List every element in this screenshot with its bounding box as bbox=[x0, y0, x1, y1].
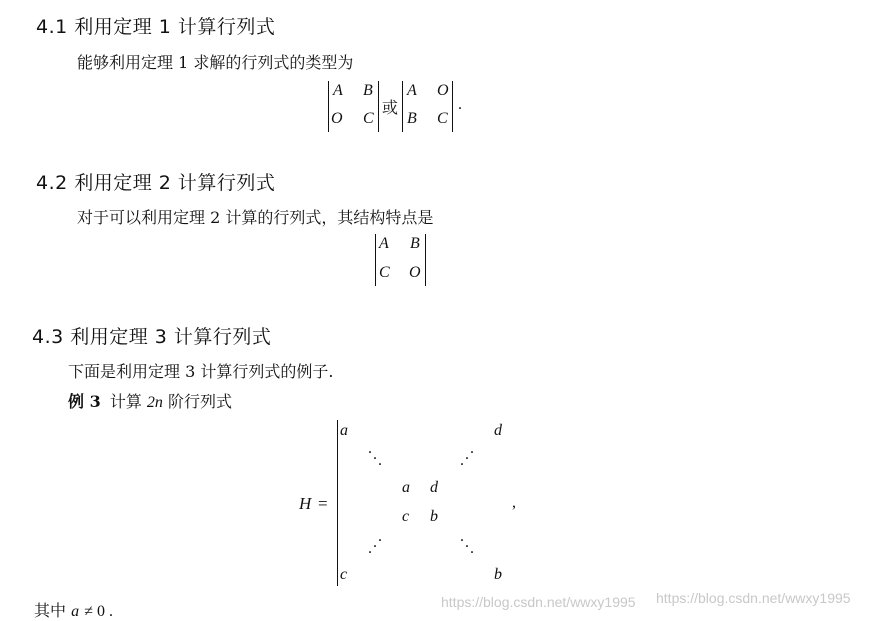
det-bar-left bbox=[402, 81, 403, 132]
equals-sign: = bbox=[318, 494, 328, 513]
example-text-pre: 计算 bbox=[109, 392, 142, 411]
entry-top-right: d bbox=[494, 422, 502, 439]
adots-top-right: . bbox=[465, 446, 469, 463]
example-line bbox=[68, 389, 232, 412]
entry-center-c: c bbox=[402, 508, 410, 525]
trailing-comma: , bbox=[512, 494, 516, 511]
section-heading-4-1: 4.1 利用定理 1 计算行列式 bbox=[36, 16, 276, 38]
entry-bottom-right: b bbox=[494, 566, 502, 583]
or-text: 或 bbox=[382, 98, 399, 117]
det-bar-right bbox=[452, 81, 453, 132]
watermark-text: https://blog.csdn.net/wwxy1995 bbox=[656, 590, 851, 606]
ddots-top-left: . bbox=[373, 446, 377, 463]
det-bar-right bbox=[425, 234, 426, 286]
entry-bottom-left: c bbox=[340, 566, 348, 583]
adots-top-right: . bbox=[470, 440, 474, 457]
det-entry: B bbox=[410, 235, 420, 252]
det-entry: A bbox=[333, 82, 343, 99]
det-entry: C bbox=[363, 110, 374, 127]
det-entry: O bbox=[437, 82, 449, 99]
det-entry: A bbox=[407, 82, 417, 99]
condition-rest: ≠ 0 . bbox=[84, 603, 113, 620]
entry-center-b: b bbox=[430, 508, 438, 525]
entry-center-a: a bbox=[402, 479, 410, 496]
section-4-2-text: 对于可以利用定理 2 计算的行列式，其结构特点是 bbox=[77, 208, 434, 227]
det-entry: B bbox=[407, 110, 417, 127]
det-entry: A bbox=[379, 235, 389, 252]
adots-bottom-left: . bbox=[373, 534, 377, 551]
period: . bbox=[458, 96, 462, 113]
det-bar-left bbox=[375, 234, 376, 286]
det-bar-right bbox=[378, 81, 379, 132]
matrix-name: H bbox=[299, 494, 312, 513]
watermark-text: https://blog.csdn.net/wwxy1995 bbox=[441, 594, 636, 610]
section-heading-4-3: 4.3 利用定理 3 计算行列式 bbox=[32, 326, 272, 348]
adots-bottom-left: . bbox=[368, 540, 372, 557]
ddots-top-left: . bbox=[378, 452, 382, 469]
det-entry: B bbox=[363, 82, 373, 99]
example-text-post: 阶行列式 bbox=[168, 392, 233, 411]
det-entry: C bbox=[379, 264, 390, 281]
det-bar-left bbox=[337, 420, 338, 586]
condition-pre: 其中 bbox=[34, 601, 67, 620]
ddots-top-left: . bbox=[368, 440, 372, 457]
ddots-bottom-right: . bbox=[465, 534, 469, 551]
ddots-bottom-right: . bbox=[470, 540, 474, 557]
det-entry: C bbox=[437, 110, 448, 127]
adots-top-right: . bbox=[460, 452, 464, 469]
condition-var: a bbox=[71, 603, 80, 620]
entry-top-left: a bbox=[340, 422, 348, 439]
condition-line bbox=[34, 598, 113, 621]
section-4-3-text: 下面是利用定理 3 计算行列式的例子. bbox=[68, 362, 334, 381]
det-entry: O bbox=[409, 264, 421, 281]
example-2n: 2n bbox=[146, 394, 163, 411]
det-bar-left bbox=[328, 81, 329, 132]
example-label: 例 3 bbox=[68, 392, 101, 411]
adots-bottom-left: . bbox=[378, 528, 382, 545]
section-heading-4-2: 4.2 利用定理 2 计算行列式 bbox=[36, 172, 276, 194]
ddots-bottom-right: . bbox=[460, 528, 464, 545]
section-4-1-text: 能够利用定理 1 求解的行列式的类型为 bbox=[77, 53, 354, 72]
det-entry: O bbox=[331, 110, 343, 127]
entry-center-d: d bbox=[430, 479, 438, 496]
